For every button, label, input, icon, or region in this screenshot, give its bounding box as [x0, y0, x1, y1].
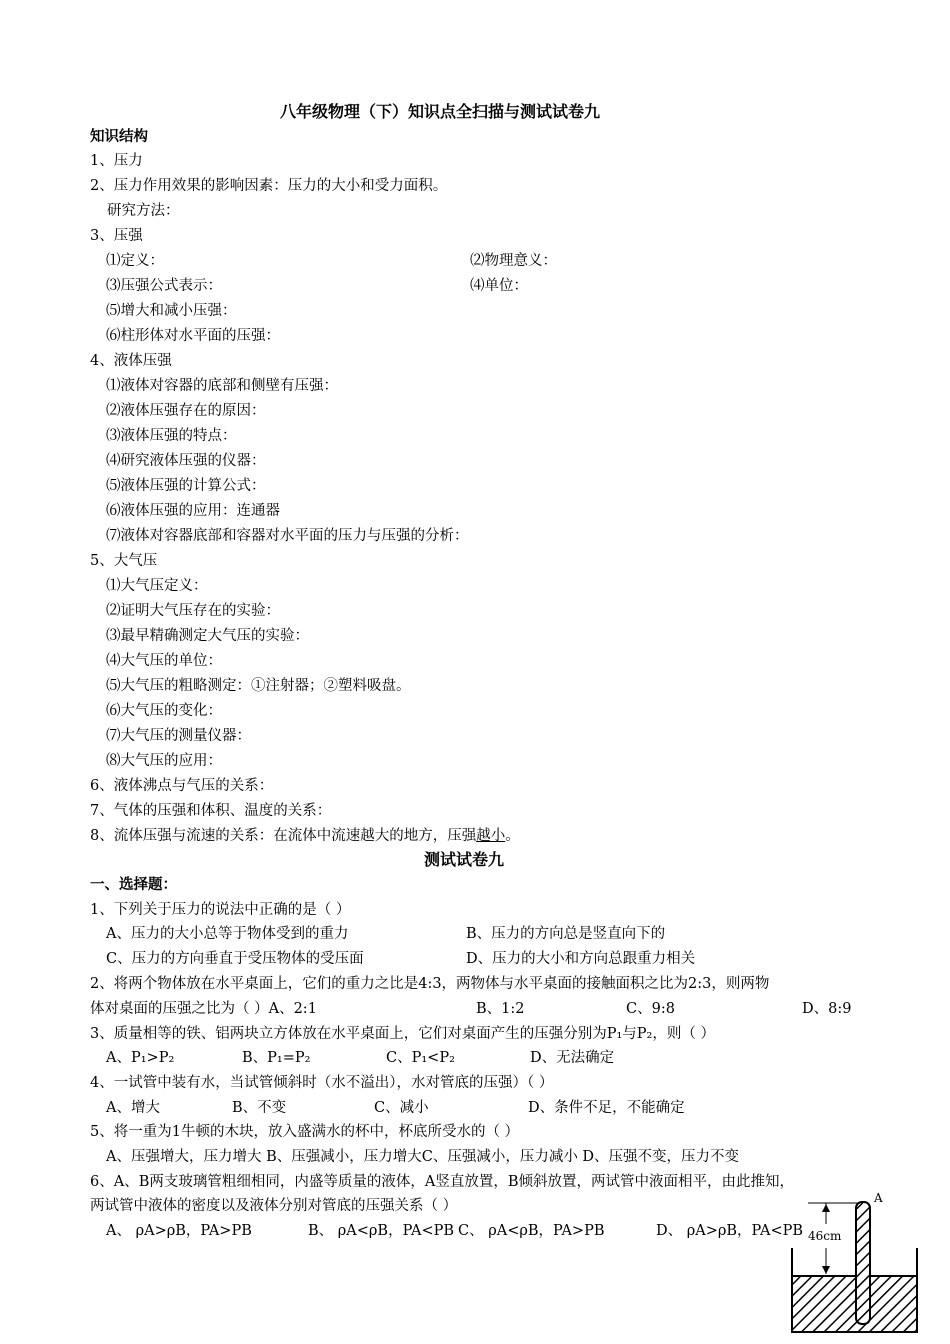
- option: C、压力的方向垂直于受压物体的受压面: [106, 951, 364, 967]
- option: B、 ρA<ρB，PA<PB: [308, 1223, 455, 1239]
- option: A、压力的大小总等于物体受到的重力: [106, 926, 349, 942]
- knowledge-subitem: ⑶压强公式表示：: [106, 278, 222, 294]
- option: B、1:2: [476, 1001, 525, 1017]
- test-title: 测试试卷九: [424, 850, 505, 869]
- question-4: 4、一试管中装有水，当试管倾斜时（水不溢出），水对管底的压强）（ ）: [90, 1075, 554, 1091]
- option: D、无法确定: [530, 1050, 615, 1066]
- knowledge-subitem: ⑻大气压的应用：: [106, 753, 222, 769]
- knowledge-item: 5、大气压: [90, 553, 158, 569]
- k8-text: 8、流体压强与流速的关系：在流体中流速越大的地方，压强: [90, 828, 477, 844]
- knowledge-subitem: ⑸大气压的粗略测定：①注射器；②塑料吸盘。: [106, 678, 411, 694]
- page-title: 八年级物理（下）知识点全扫描与测试试卷九: [280, 102, 601, 121]
- knowledge-subitem: 研究方法：: [107, 203, 180, 219]
- knowledge-item: 2、压力作用效果的影响因素：压力的大小和受力面积。: [90, 178, 448, 194]
- question-2-cont: 体对桌面的压强之比为（ ）A、2:1: [90, 1001, 317, 1017]
- option: C、P₁<P₂: [386, 1050, 455, 1066]
- knowledge-item: 4、液体压强: [90, 353, 172, 369]
- option: A、 ρA>ρB，PA>PB: [106, 1223, 252, 1239]
- k8-period: 。: [505, 828, 520, 844]
- knowledge-subitem: ⑵物理意义：: [470, 253, 557, 269]
- k8-underlined: 越小: [476, 828, 506, 844]
- height-label: 46cm: [808, 1229, 842, 1243]
- knowledge-subitem: ⑷研究液体压强的仪器：: [106, 453, 266, 469]
- figure-svg: [786, 1188, 936, 1338]
- knowledge-subitem: ⑶液体压强的特点：: [106, 428, 237, 444]
- knowledge-subitem: ⑴定义：: [106, 253, 164, 269]
- knowledge-subitem: ⑹液体压强的应用：连通器: [106, 503, 280, 519]
- option: B、不变: [232, 1100, 287, 1116]
- option: B、压力的方向总是竖直向下的: [466, 926, 666, 942]
- option: D、8:9: [802, 1001, 852, 1017]
- option: C、9:8: [626, 1001, 675, 1017]
- knowledge-subitem: ⑺液体对容器底部和容器对水平面的压力与压强的分析：: [106, 528, 469, 544]
- question-3: 3、质量相等的铁、铝两块立方体放在水平桌面上，它们对桌面产生的压强分别为P₁与P₂，则（ ）: [90, 1026, 715, 1042]
- knowledge-subitem: ⑴大气压定义：: [106, 578, 208, 594]
- knowledge-subitem: ⑵证明大气压存在的实验：: [106, 603, 280, 619]
- question-5: 5、将一重为1牛顿的木块，放入盛满水的杯中，杯底所受水的（ ）: [90, 1124, 520, 1140]
- option: A、P₁>P₂: [106, 1050, 175, 1066]
- option: C、 ρA<ρB，PA>PB: [458, 1223, 605, 1239]
- knowledge-subitem: ⑺大气压的测量仪器：: [106, 728, 251, 744]
- option: D、 ρA>ρB，PA<PB: [656, 1223, 804, 1239]
- tube-label-a: A: [874, 1191, 883, 1205]
- knowledge-subitem: ⑹大气压的变化：: [106, 703, 222, 719]
- knowledge-subitem: ⑹柱形体对水平面的压强：: [106, 328, 280, 344]
- knowledge-item: 3、压强: [90, 228, 143, 244]
- knowledge-subitem: ⑴液体对容器的底部和侧壁有压强：: [106, 378, 338, 394]
- knowledge-item: 6、液体沸点与气压的关系：: [90, 778, 274, 794]
- option: A、压强增大，压力增大 B、压强减小，压力增大C、压强减小，压力减小 D、压强不变，压力不变: [106, 1149, 740, 1165]
- test-tube-figure: [786, 1188, 936, 1338]
- option: D、压力的大小和方向总跟重力相关: [466, 951, 696, 967]
- option: B、P₁=P₂: [242, 1050, 311, 1066]
- option: A、增大: [106, 1100, 160, 1116]
- option: D、条件不足，不能确定: [528, 1100, 685, 1116]
- knowledge-item: 1、压力: [90, 153, 143, 169]
- question-2: 2、将两个物体放在水平桌面上，它们的重力之比是4:3，两物体与水平桌面的接触面积之比为2:3，则两物: [90, 976, 770, 992]
- question-6-cont: 两试管中液体的密度以及液体分别对管底的压强关系（ ）: [90, 1198, 458, 1214]
- section-heading: 一、选择题：: [90, 876, 177, 893]
- knowledge-subitem: ⑸液体压强的计算公式：: [106, 478, 266, 494]
- knowledge-subitem: ⑸增大和减小压强：: [106, 303, 237, 319]
- knowledge-subitem: ⑶最早精确测定大气压的实验：: [106, 628, 309, 644]
- knowledge-item: [90, 826, 520, 846]
- knowledge-heading: 知识结构: [90, 128, 148, 145]
- knowledge-subitem: ⑷单位：: [470, 278, 528, 294]
- question-1: 1、下列关于压力的说法中正确的是（ ）: [90, 902, 351, 918]
- option: C、减小: [374, 1100, 429, 1116]
- knowledge-subitem: ⑵液体压强存在的原因：: [106, 403, 266, 419]
- knowledge-item: 7、气体的压强和体积、温度的关系：: [90, 803, 332, 819]
- knowledge-subitem: ⑷大气压的单位：: [106, 653, 222, 669]
- question-6: 6、A、B两支玻璃管粗细相同，内盛等质量的液体，A竖直放置，B倾斜放置，两试管中液面相平，由此推知，: [90, 1174, 794, 1190]
